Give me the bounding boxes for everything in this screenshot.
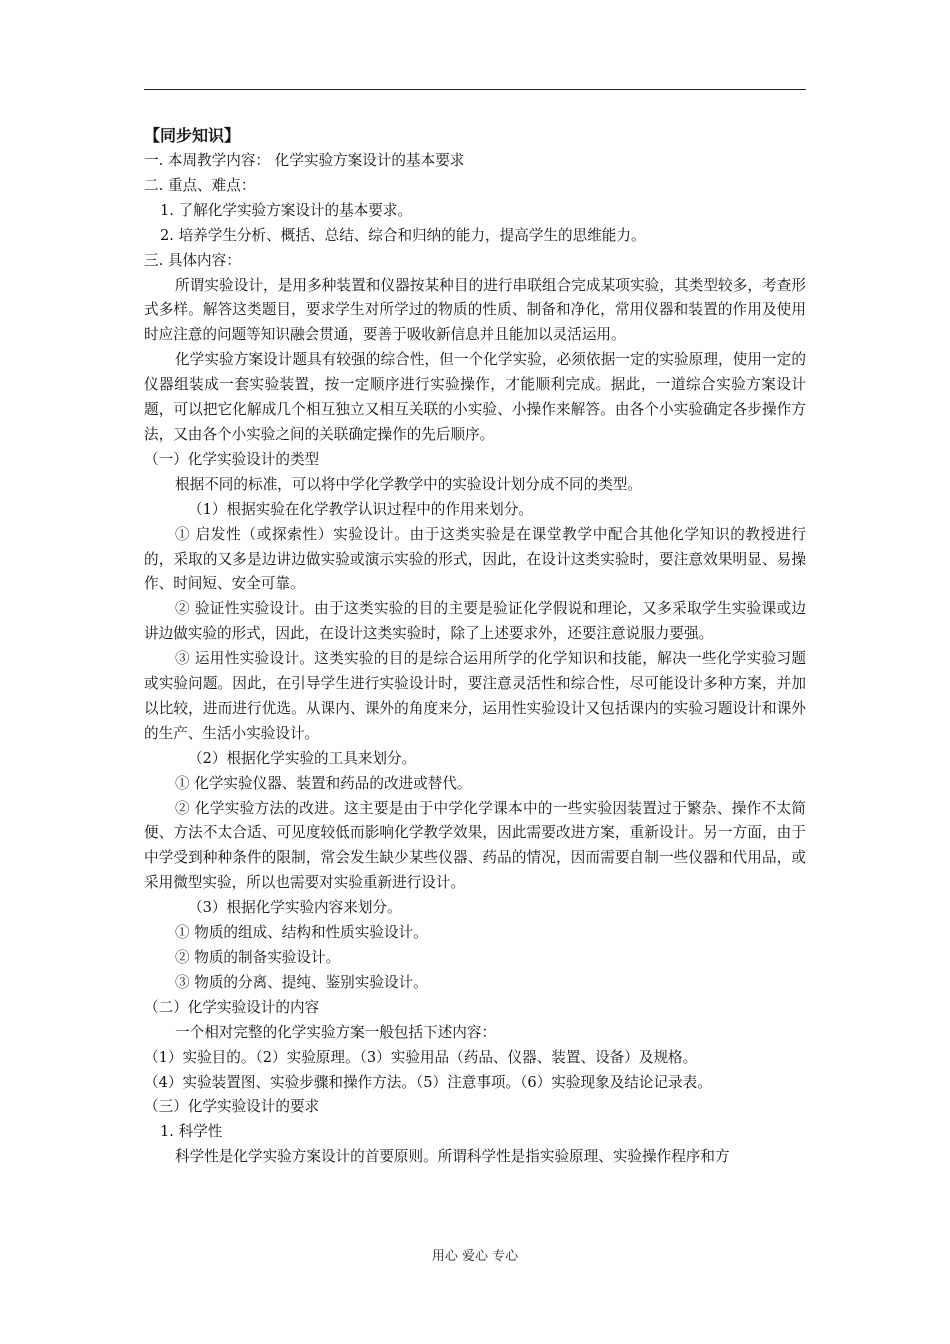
paragraph: （4）实验装置图、实验步骤和操作方法。（5）注意事项。（6）实验现象及结论记录表。 [144,1073,712,1091]
paragraph-list [144,149,806,1170]
paragraph: （三）化学实验设计的要求 [144,1098,320,1116]
paragraph: （二）化学实验设计的内容 [144,998,320,1016]
paragraph: 根据不同的标准，可以将中学化学教学中的实验设计划分成不同的类型。 [175,475,643,493]
paragraph: ③ 物质的分离、提纯、鉴别实验设计。 [175,973,428,991]
paragraph: 三. 具体内容： [144,251,241,269]
paragraph: 1. 科学性 [160,1123,223,1141]
paragraph: 一. 本周教学内容： 化学实验方案设计的基本要求 [144,152,465,169]
paragraph: ③ 运用性实验设计。这类实验的目的是综合运用所学的化学知识和技能，解决一些化学实验习题或实验问题。因此，在引导学生进行实验设计时，要注意灵活性和综合性，尽可能设计多种方案，并加以比较，进而进行优选。从课内、课外的角度来分，运用性实验设计又包括课内的实验习题设计和课外的生产、生活小实验设计。 [144,650,806,742]
paragraph: ① 化学实验仪器、装置和药品的改进或替代。 [175,774,472,792]
paragraph: 2. 培养学生分析、概括、总结、综合和归纳的能力，提高学生的思维能力。 [160,226,646,244]
page-footer: 用心 爱心 专心 [431,1249,519,1264]
paragraph: （一）化学实验设计的类型 [144,450,320,468]
paragraph: （1）实验目的。（2）实验原理。（3）实验用品（药品、仪器、装置、设备）及规格。 [144,1048,698,1066]
paragraph: ① 启发性（或探索性）实验设计。由于这类实验是在课堂教学中配合其他化学知识的教授进行的，采取的又多是边讲边做实验或演示实验的形式，因此，在设计这类实验时，要注意效果明显、易操作、时间短、安全可靠。 [144,525,806,593]
paragraph: （3）根据化学实验内容来划分。 [188,899,402,917]
paragraph: 二. 重点、难点： [144,176,256,194]
paragraph: 化学实验方案设计题具有较强的综合性，但一个化学实验，必须依据一定的实验原理，使用一定的仪器组装成一套实验装置，按一定顺序进行实验操作，才能顺利完成。据此，一道综合实验方案设计题，可以把它化解成几个相互独立又相互关联的小实验、小操作来解答。由各个小实验确定各步操作方法，又由各个小实验之间的关联确定操作的先后顺序。 [144,351,806,443]
document-body [144,123,806,1170]
header-rule [144,89,806,90]
paragraph: 科学性是化学实验方案设计的首要原则。所谓科学性是指实验原理、实验操作程序和方 [175,1148,730,1166]
paragraph: 一个相对完整的化学实验方案一般包括下述内容： [175,1023,497,1041]
paragraph: （2）根据化学实验的工具来划分。 [188,749,417,767]
paragraph: ② 物质的制备实验设计。 [175,949,341,966]
paragraph: ② 验证性实验设计。由于这类实验的目的主要是验证化学假说和理论，又多采取学生实验课或边讲边做实验的形式，因此，在设计这类实验时，除了上述要求外，还要注意说服力要强。 [144,600,806,643]
paragraph: 1. 了解化学实验方案设计的基本要求。 [160,201,413,219]
paragraph: ② 化学实验方法的改进。这主要是由于中学化学课本中的一些实验因装置过于繁杂、操作不太简便、方法不太合适、可见度较低而影响化学教学效果，因此需要改进方案，重新设计。另一方面，由于中学受到种种条件的限制，常会发生缺少某些仪器、药品的情况，因而需要自制一些仪器和代用品，或采用微型实验，所以也需要对实验重新进行设计。 [144,799,806,892]
section-title: 【同步知识】 [144,126,241,145]
paragraph: 所谓实验设计，是用多种装置和仪器按某种目的进行串联组合完成某项实验，其类型较多，考查形式多样。解答这类题目，要求学生对所学过的物质的性质、制备和净化，常用仪器和装置的作用及使用时应注意的问题等知识融会贯通，要善于吸收新信息并且能加以灵活运用。 [144,276,806,344]
paragraph: ① 物质的组成、结构和性质实验设计。 [175,924,428,942]
paragraph: （1）根据实验在化学教学认识过程中的作用来划分。 [188,500,533,518]
